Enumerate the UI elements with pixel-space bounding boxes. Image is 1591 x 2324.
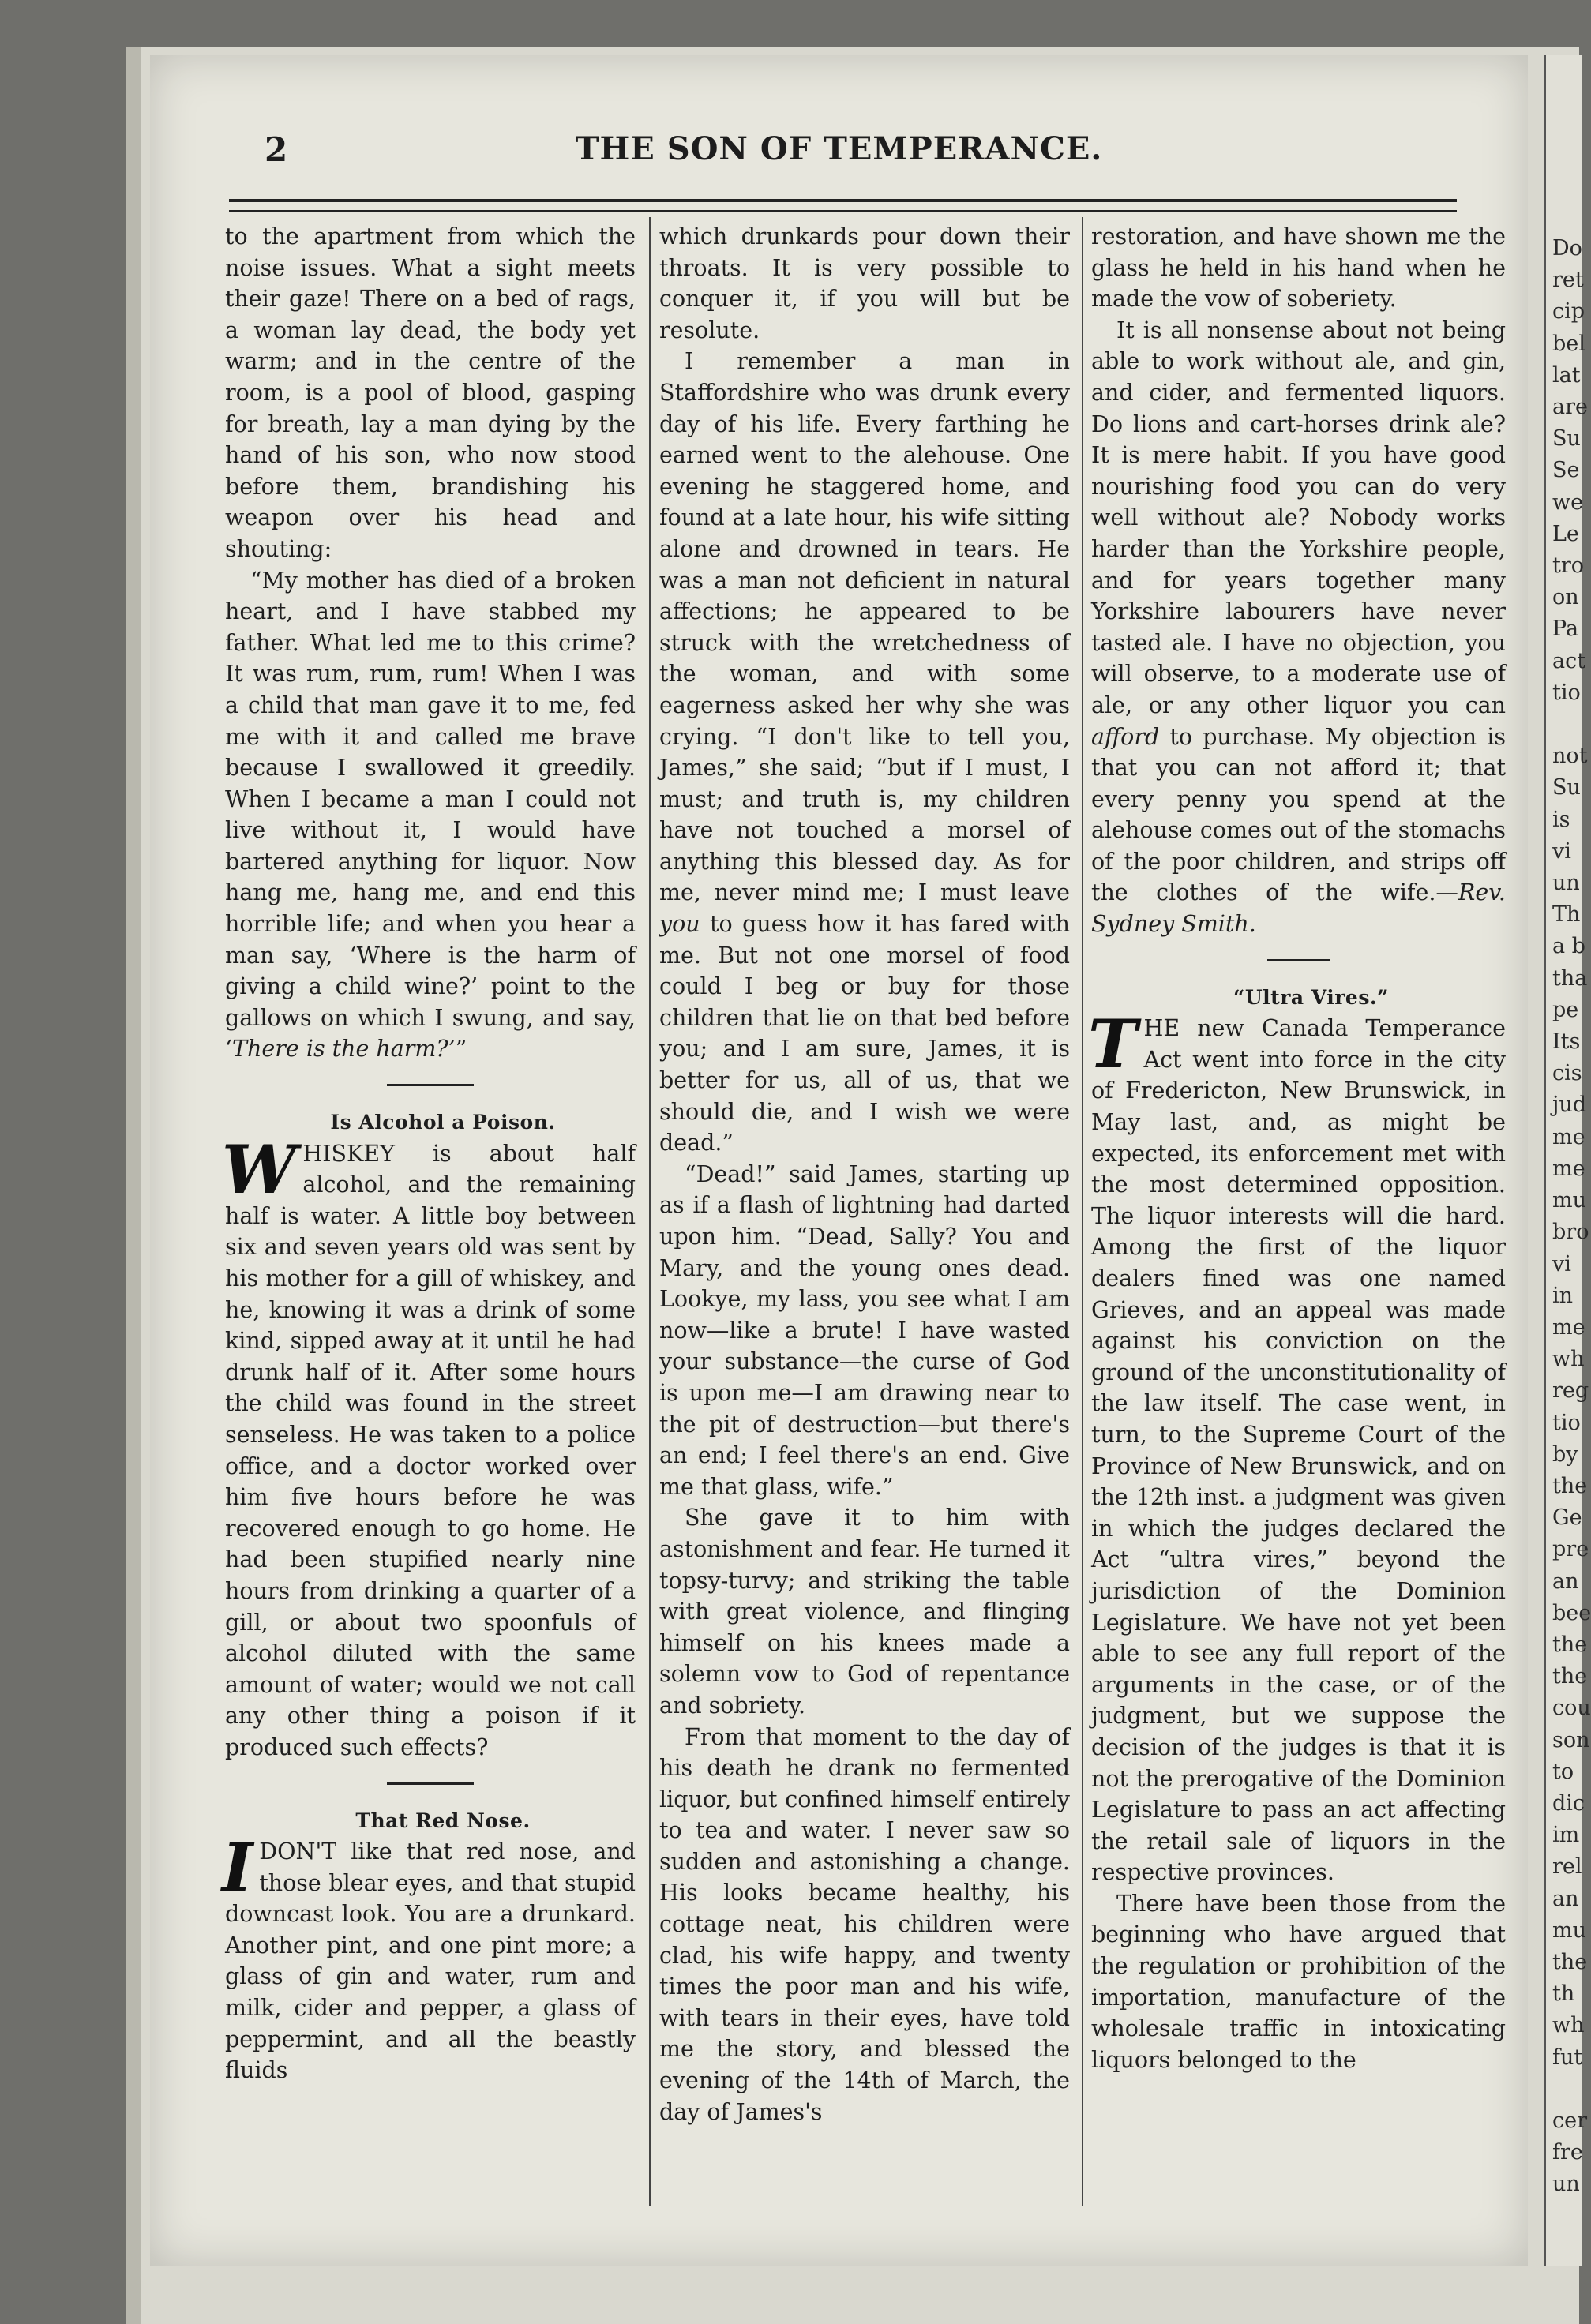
col2-paragraph-4: She gave it to him with astonishment and fear. He turned it topsy-turvy; and striking the table with great violence, and flinging himself on his knees made a solemn vow to God of repentance and sobriety. [659,1505,1070,1719]
adjacent-page-fragment: is [1552,807,1570,832]
adjacent-page-fragment: cou [1552,1696,1591,1721]
col3-paragraph-2 [1091,315,1506,940]
col1-paragraph-1: to the apartment from which the noise issues. What a sight meets their gaze! There on a bed of rags, a woman lay dead, the body yet warm; and in the centre of the room, is a pool of blood, gasping for breath, lay a man dying by the hand of his son, who now stood before them, brandishing his weapon over his head and shouting: [225,223,636,562]
col2-paragraph-2 [659,346,1070,1158]
col3-p2-text: It is all nonsense about not being able to work without ale, and gin, and cider, and fermented liquors. Do lions and cart-horses drink ale? It is mere habit. If you have good nourishing food you can do very well without ale? Nobody works harder than the Yorkshire people, and for years together many Yorkshire labourers have never tasted ale. I have no objection, you will observe, to a moderate use of ale, or any other liquor you can [1091,317,1506,718]
adjacent-page-fragment: Th [1552,902,1581,928]
col1-paragraph-4 [222,1828,636,2086]
drop-cap-letter: W [222,1130,297,1209]
article-heading-ultra-vires: “Ultra Vires.” [1233,985,1389,1009]
page-header [150,130,1528,186]
adjacent-page-fragment: wh [1552,2013,1585,2038]
adjacent-page-fragment: im [1552,1823,1580,1848]
section-separator [387,1084,474,1086]
adjacent-page-fragment: are [1552,395,1588,420]
adjacent-page-fragment: Ge [1552,1505,1582,1531]
col1-p4-text: DON'T like that red nose, and those blear eyes, and that stupid downcast look. You are a drunkard. Another pint, and one pint more; a glass of gin and water, rum and milk, cider and pepper, a glass of peppermint, and all the beastly fluids [225,1839,636,2084]
adjacent-page-fragment: not [1552,744,1588,769]
article-heading-red-nose: That Red Nose. [355,1809,531,1832]
column-3 [1088,221,1506,2075]
adjacent-page-fragment: vi [1552,1251,1571,1276]
adjacent-page-fragment: un [1552,2172,1580,2197]
col3-p3-text: HE new Canada Temperance Act went into force in the city of Fredericton, New Brunswick, in May last, and, as might be expected, its enforcement met with the most determined opposition. The liquor interests will die hard. Among the first of the liquor dealers fined was one named Grieves, and an appeal was made against his conviction on the ground of the unconstitutionality of the law itself. The case went, in turn, to the Supreme Court of the Province of New Brunswick, and on the 12th inst. a judgment was given in which the judges declared the Act “ultra vires,” beyond the jurisdiction of the Dominion Legislature. We have not yet been able to see any full report of the arguments in the case, or of the judgment, but we suppose the decision of the judges is that it is not the prerogative of the Dominion Legislature to pass an act affecting the retail sale of liquors in the respective provinces. [1091,1015,1506,1886]
adjacent-page-fragment: Le [1552,521,1579,546]
col2-paragraph-3: “Dead!” said James, starting up as if a flash of lightning had darted upon him. “Dead, Sally? You and Mary, and the young ones dead. Lookye, my lass, you see what I am now—like a brute! I have wasted your substance—the curse of God is upon me—I am drawing near to the pit of destruction—but there's an end; I feel there's an end. Give me that glass, wife.” [659,1160,1070,1500]
adjacent-page-fragment: dic [1552,1790,1585,1816]
adjacent-page-fragment: cis [1552,1061,1582,1086]
adjacent-page-fragment: tio [1552,1410,1581,1435]
section-separator [1267,959,1330,961]
adjacent-page-fragment: Su [1552,426,1581,452]
adjacent-page-fragment: tro [1552,553,1585,579]
adjacent-page-fragment: son [1552,1727,1590,1752]
adjacent-page-fragment: an [1552,1569,1579,1594]
adjacent-page-fragment: me [1552,1156,1585,1181]
page-title: THE SON OF TEMPERANCE. [575,130,1103,167]
col1-p3-text: HISKEY is about half alcohol, and the remaining half is water. A little boy between six and seven years old was sent by his mother for a gill of whiskey, and he, knowing it was a drink of some kind, sipped away at it until he had drunk half of it. After some hours the child was found in the street senseless. He was taken to a police office, and a doctor worked over him five hours before he was recovered enough to go home. He had been stupified nearly nine hours from drinking a quarter of a gill, or about two spoonfuls of alcohol diluted with the same amount of water; would we not call any other thing a poison if it produced such effects? [225,1140,636,1760]
adjacent-page-fragment: pre [1552,1537,1589,1562]
adjacent-page-fragment: rel [1552,1854,1582,1880]
col3-p2-emphasis: afford [1091,723,1160,750]
section-separator [387,1782,474,1785]
adjacent-page-fragment: the [1552,1664,1588,1689]
adjacent-page-fragment: Su [1552,775,1581,800]
col2-paragraph-5: From that moment to the day of his death he drank no fermented liquor, but confined himself entirely to tea and water. I never saw so sudden and astonishing a change. His looks became healthy, his cottage neat, his children were clad, his wife happy, and twenty times the poor man and his wife, with tears in their eyes, have told me the story, and blessed the evening of the 14th of March, the day of James's [659,1723,1070,2125]
adjacent-page-fragment: by [1552,1441,1578,1467]
article-heading-alcohol-poison: Is Alcohol a Poison. [330,1111,556,1134]
adjacent-page-fragment: the [1552,1632,1588,1657]
adjacent-page-fragment: lat [1552,362,1581,388]
adjacent-page-fragment: th [1552,1981,1575,2007]
adjacent-page-edge [1544,55,1591,2266]
col1-paragraph-3 [222,1130,636,1764]
adjacent-page-fragment: we [1552,489,1584,515]
col2-p2-emphasis: you [659,911,700,938]
adjacent-page-fragment: an [1552,1886,1579,1911]
col1-paragraph-2 [225,565,636,1066]
adjacent-page-fragment: tha [1552,965,1588,991]
column-2 [659,221,1070,2127]
adjacent-page-fragment: Do [1552,236,1582,261]
adjacent-page-fragment: me [1552,1124,1585,1149]
adjacent-page-fragment: reg [1552,1378,1589,1404]
adjacent-page-fragment: un [1552,871,1580,896]
header-double-rule [229,199,1457,212]
adjacent-page-fragment: fre [1552,2140,1583,2165]
author-signature: Rev. Sydney Smith. [1091,879,1506,938]
col1-p2-emphasis: ‘There is the harm?’ [225,1036,456,1063]
adjacent-page-fragment: fut [1552,2045,1583,2070]
adjacent-page-fragment: cip [1552,299,1585,324]
drop-cap-letter: I [222,1828,253,1907]
adjacent-page-fragment: in [1552,1283,1574,1308]
adjacent-page-text [1546,55,1591,2201]
page-number: 2 [265,130,288,169]
adjacent-page-fragment: Pa [1552,617,1579,642]
col2-p2-text: I remember a man in Staffordshire who was drunk every day of his life. Every farthing he earned went to the alehouse. One evening he staggered home, and found at a late hour, his wife sitting alone and drowned in tears. He was a man not deficient in natural affections; he appeared to be struck with the wretchedness of the woman, and with some eagerness asked her why she was crying. “I don't like to tell you, James,” she said; “but if I must, I must; and truth is, my children have not touched a morsel of anything this blessed day. As for me, never mind me; I must leave [659,348,1070,906]
adjacent-page-fragment: ret [1552,268,1584,293]
adjacent-page-fragment: vi [1552,838,1571,864]
col3-p2-text-end: to purchase. My objection is that you can not afford it; that every penny you spend at the alehouse comes out of the stomachs of the poor children, and strips off the clothes of the wife.— [1091,723,1506,906]
column-divider [649,217,651,2206]
adjacent-page-fragment: to [1552,1759,1574,1784]
adjacent-page-fragment: cer [1552,2108,1588,2133]
adjacent-page-fragment: mu [1552,1917,1586,1943]
col3-paragraph-4: There have been those from the beginning who have argued that the regulation or prohibition of the importation, manufacture of the wholesale traffic in intoxicating liquors belonged to the [1091,1890,1506,2073]
adjacent-page-fragment: a b [1552,934,1585,959]
newspaper-page [150,55,1528,2266]
adjacent-page-fragment: pe [1552,997,1579,1022]
adjacent-page-fragment: on [1552,585,1579,610]
adjacent-page-fragment: bro [1552,1220,1589,1245]
adjacent-page-fragment: mu [1552,1188,1586,1213]
column-1 [222,221,636,2086]
col2-p2-text-end: to guess how it has fared with me. But not one morsel of food could I beg or buy for those children that lie on that bed before you; and I am sure, James, it is better for us, all of us, that we should die, and I wish we were dead.” [659,911,1070,1156]
adjacent-page-fragment: bel [1552,331,1585,356]
adjacent-page-fragment: me [1552,1314,1585,1340]
col2-paragraph-1: which drunkards pour down their throats. It is very possible to conquer it, if you will but be resolute. [659,223,1070,343]
col3-paragraph-1: restoration, and have shown me the glass he held in his hand when he made the vow of soberiety. [1091,223,1506,313]
adjacent-page-fragment: tio [1552,680,1581,705]
adjacent-page-fragment: bee [1552,1600,1591,1625]
adjacent-page-fragment: jud [1552,1093,1587,1118]
drop-cap-letter: T [1088,1005,1138,1084]
adjacent-page-fragment: the [1552,1473,1588,1498]
adjacent-page-fragment: Se [1552,458,1580,483]
adjacent-page-fragment: act [1552,648,1586,673]
adjacent-page-fragment: Its [1552,1029,1581,1055]
adjacent-page-fragment [1546,709,1582,740]
adjacent-page-fragment [1546,2074,1582,2105]
column-divider [1082,217,1083,2206]
col1-p2-close: ” [455,1036,467,1063]
col3-paragraph-3 [1088,1005,1506,1888]
adjacent-page-fragment: wh [1552,1347,1585,1372]
col1-p2-text: “My mother has died of a broken heart, and I have stabbed my father. What led me to this crime? It was rum, rum, rum! When I was a child that man gave it to me, fed me with it and called me brave because I swallowed it greedily. When I became a man I could not live without it, I would have bartered anything for liquor. Now hang me, hang me, and end this horrible life; and when you hear a man say, ‘Where is the harm of giving a child wine?’ point to the gallows on which I swung, and say, [225,567,636,1031]
adjacent-page-fragment: the [1552,1949,1588,1974]
